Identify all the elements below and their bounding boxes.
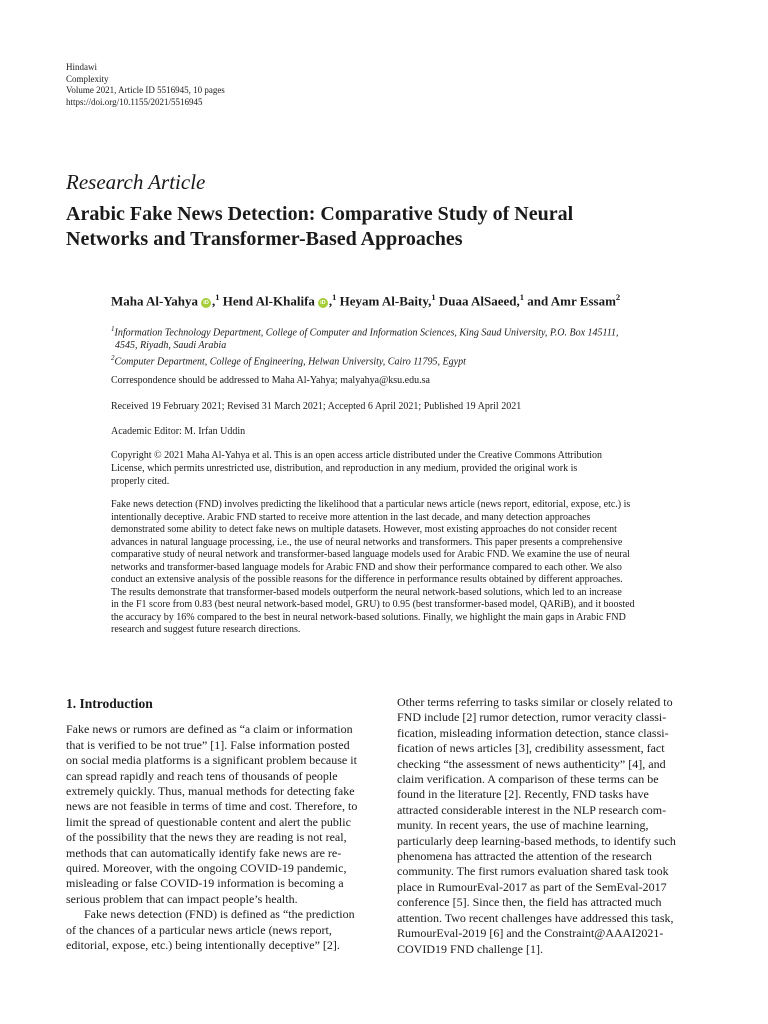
journal-header [66, 62, 225, 108]
abstract-line: The results demonstrate that transformer-based models outperform the neural network-based solutions, which led to an increase [111, 586, 622, 598]
left-column [66, 696, 371, 954]
copyright-notice [111, 449, 706, 488]
abstract-line: comparative study of neural network and transformer-based language models used for Arabic FND. We examine the use of neural [111, 549, 630, 560]
body-line: can spread rapidly and reach tens of thousands of people [66, 768, 338, 783]
abstract-line: conduct an extensive analysis of the possible reasons for the difference in performance results obtained by different approaches. [111, 574, 623, 585]
doi-link[interactable]: https://doi.org/10.1155/2021/5516945 [66, 96, 203, 107]
body-line: attention. Two recent challenges have addressed this task, [397, 910, 674, 925]
affiliation-marker: 1 [215, 292, 220, 302]
copyright-line: Copyright © 2021 Maha Al-Yahya et al. This is an open access article distributed under the Creative Commons Attribution [111, 450, 603, 461]
body-line: Fake news detection (FND) is defined as “the prediction [84, 907, 355, 922]
right-column [397, 695, 702, 957]
body-line: attracted considerable interest in the NLP research com- [397, 802, 667, 817]
body-line: quired. Moreover, with the ongoing COVID-19 pandemic, [66, 861, 347, 876]
body-line: munity. In recent years, the use of machine learning, [397, 818, 649, 833]
body-line: FND include [2] rumor detection, rumor veracity classi- [397, 710, 667, 725]
body-line: of the possibility that the news they are reading is not real, [66, 830, 347, 845]
abstract [111, 499, 706, 637]
body-line: methods that can automatically identify fake news are re- [66, 845, 342, 860]
body-line: misleading or false COVID-19 information is becoming a [66, 876, 344, 891]
publication-dates: Received 19 February 2021; Revised 31 March 2021; Accepted 6 April 2021; Published 19 April 2021 [111, 401, 522, 412]
affiliation-2 [111, 352, 711, 369]
body-line: limit the spread of questionable content and alert the public [66, 814, 351, 829]
volume-info: Volume 2021, Article ID 5516945, 10 pages [66, 85, 225, 96]
abstract-line: Fake news detection (FND) involves predicting the likelihood that a particular news article (news report, editorial, expose, etc.) is [111, 499, 631, 510]
body-line: RumourEval-2019 [6] and the Constraint@AAAI2021- [397, 926, 664, 941]
abstract-line: networks and transformer-based language models for Arabic FND and show their performance compared to each other. We also [111, 561, 622, 573]
body-line: editorial, expose, etc.) being intentionally deceptive” [2]. [66, 938, 340, 953]
title-line: Arabic Fake News Detection: Comparative Study of Neural [66, 203, 574, 225]
body-line: Fake news or rumors are defined as “a claim or information [66, 722, 353, 737]
orcid-icon[interactable]: iD [201, 298, 211, 308]
abstract-line: in the F1 score from 0.83 (best neural network-based model, GRU) to 0.95 (best transformer-based model, QARiB), and it boosted [111, 599, 635, 610]
affiliation-marker: 2 [615, 292, 621, 302]
publisher-name: Hindawi [66, 62, 97, 72]
body-line: particularly deep learning-based methods, to identify such [397, 833, 676, 848]
affiliations [111, 323, 711, 369]
author-name: Duaa AlSaeed, [438, 293, 520, 309]
body-line: found in the literature [2]. Recently, FND tasks have [397, 787, 649, 802]
correspondence: Correspondence should be addressed to Maha Al-Yahya; malyahya@ksu.edu.sa [111, 375, 430, 386]
abstract-line: advances in natural language processing, i.e., the use of neural networks and transformers. This paper presents a comprehensive [111, 536, 623, 548]
body-line: news are not feasible in terms of time and cost. Therefore, to [66, 799, 358, 814]
body-line: extremely quickly. Thus, manual methods for detecting fake [66, 784, 355, 799]
author-name: Hend Al-Khalifa [222, 293, 315, 309]
affiliation-number: 2 [111, 354, 115, 363]
body-line: Other terms referring to tasks similar or closely related to [397, 695, 673, 709]
abstract-line: research and suggest future research directions. [111, 624, 301, 635]
affiliation-marker: 1 [519, 292, 525, 302]
affiliation-text: Computer Department, College of Engineering, Helwan University, Cairo 11795, Egypt [114, 356, 466, 368]
body-line: community. The first rumors evaluation shared task took [397, 864, 669, 879]
journal-name: Complexity [66, 73, 109, 84]
author-name: Maha Al-Yahya [111, 293, 199, 309]
body-line: fication, misleading information detection, stance classi- [397, 725, 669, 740]
abstract-line: the accuracy by 16% compared to the best in neural network-based solutions. Finally, we highlight the main gaps in Arabic FND [111, 611, 626, 623]
title-line: Networks and Transformer-Based Approaches [66, 228, 463, 250]
body-line: fication of news articles [3], credibility assessment, fact [397, 741, 665, 756]
article-title [66, 202, 706, 252]
copyright-line: License, which permits unrestricted use, distribution, and reproduction in any medium, provided the original work is [111, 463, 578, 474]
body-line: phenomena has attracted the attention of the research [397, 849, 652, 864]
body-line: place in RumourEval-2017 as part of the SemEval-2017 [397, 879, 667, 894]
body-line: checking “the assessment of news authenticity” [4], and [397, 756, 666, 771]
abstract-line: intentionally deceptive. Arabic FND started to receive more attention in the last decade, and many detection approaches [111, 511, 591, 523]
affiliation-marker: 1 [431, 292, 436, 302]
orcid-icon[interactable]: iD [318, 298, 328, 308]
body-line: that is verified to be not true” [1]. False information posted [66, 737, 350, 752]
affiliation-marker: 1 [332, 292, 337, 302]
affiliation-text: Information Technology Department, College of Computer and Information Sciences, King Saud University, P.O. Box 145111, [114, 327, 619, 339]
body-line: of the chances of a particular news article (news report, [66, 922, 332, 937]
author-name: and Amr Essam [527, 293, 616, 309]
copyright-line: properly cited. [111, 476, 170, 487]
abstract-line: demonstrated some ability to detect fake news on multiple datasets. However, most existing approaches do not consider recent [111, 524, 617, 535]
author-name: Heyam Al-Baity, [339, 293, 432, 309]
article-type: Research Article [66, 170, 206, 194]
affiliation-1 [111, 323, 711, 340]
academic-editor: Academic Editor: M. Irfan Uddin [111, 426, 246, 437]
body-line: claim verification. A comparison of these terms can be [397, 772, 659, 787]
section-heading: 1. Introduction [66, 696, 153, 711]
body-line: conference [5]. Since then, the field has attracted much [397, 895, 662, 910]
body-line: on social media platforms is a significant problem because it [66, 753, 357, 768]
author-list: Maha Al-Yahya iD ,$^1$ Hend Al-Khalifa iD ,$^1$ Heyam Al-Baity,$^1$ Duaa AlSaeed,$^1$ and Amr Essam$^2$ [111, 292, 621, 309]
body-line: serious problem that can impact people’s health. [66, 891, 298, 906]
affiliation-1-cont: 4545, Riyadh, Saudi Arabia [115, 339, 227, 351]
affiliation-number: 1 [111, 325, 115, 333]
body-line: COVID19 FND challenge [1]. [397, 941, 543, 956]
